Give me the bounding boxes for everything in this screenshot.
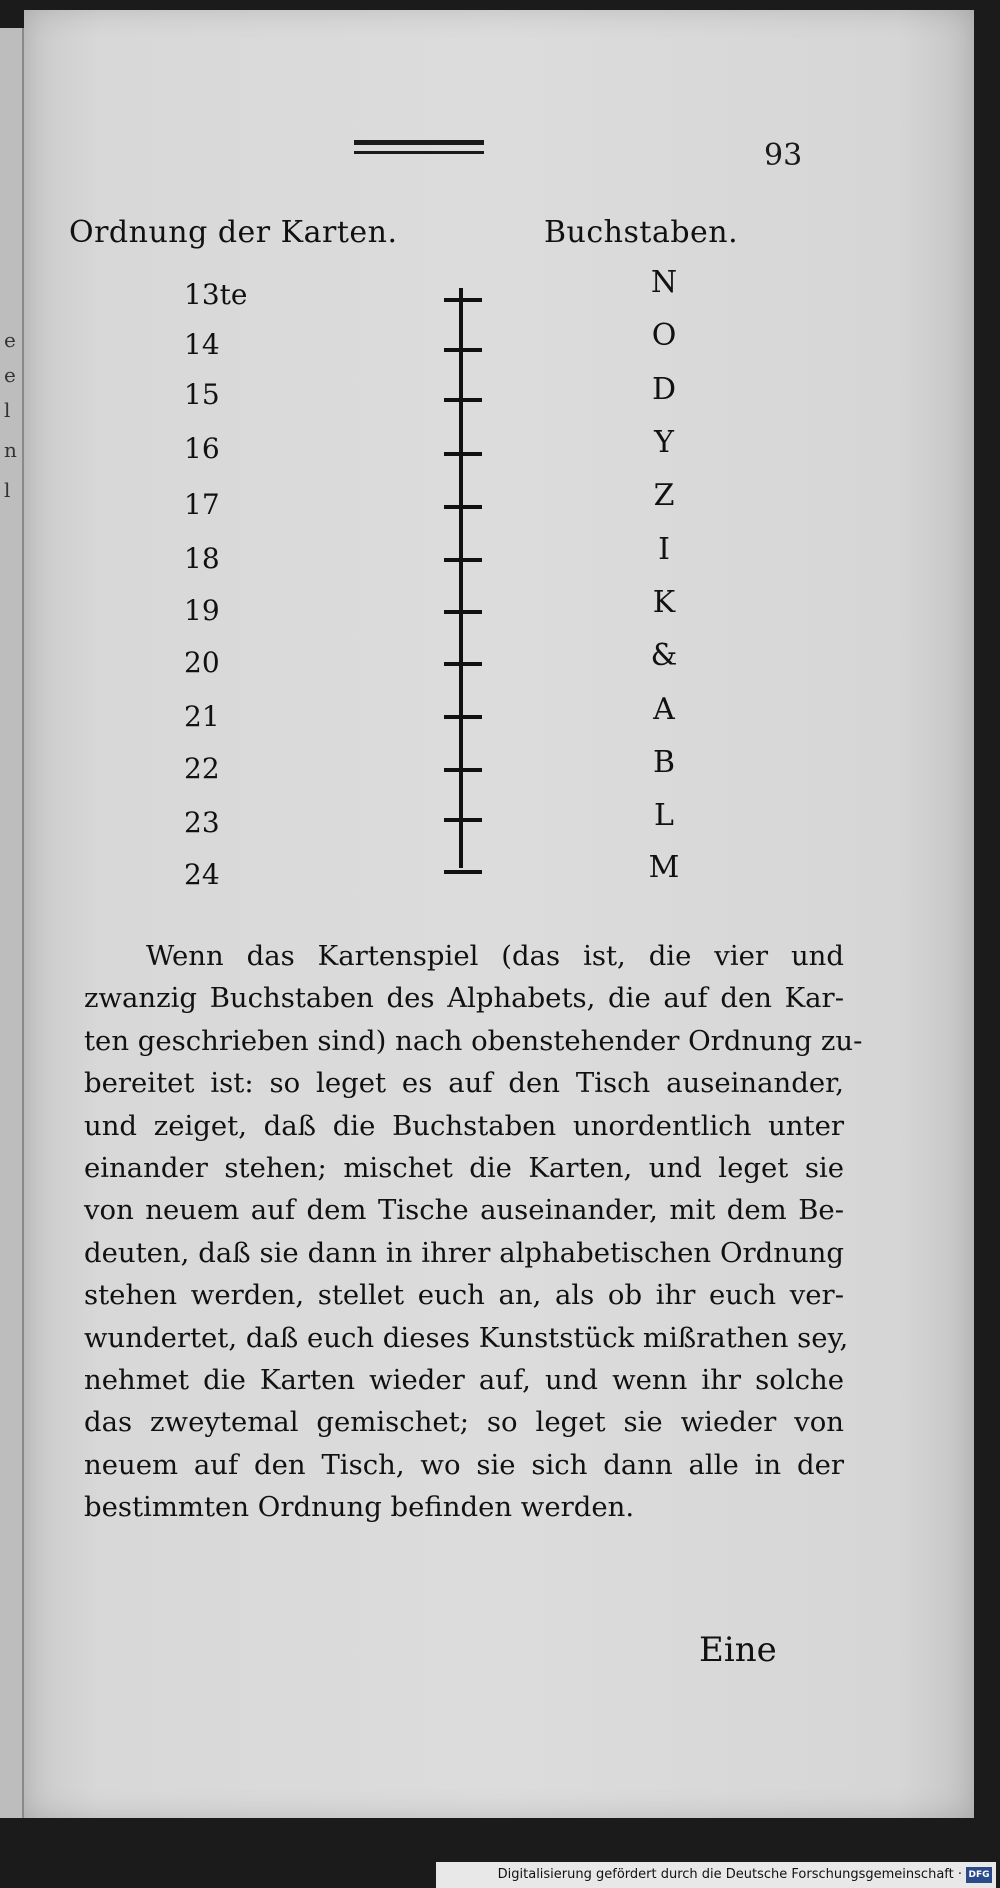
card-number: 15: [184, 378, 220, 411]
left-page-char: n: [4, 438, 17, 462]
paragraph-line: nehmet die Karten wieder auf, und wenn ihr solche: [84, 1364, 844, 1397]
paragraph-line: stehen werden, stellet euch an, als ob ihr euch ver-: [84, 1279, 844, 1312]
paragraph-line: bestimmten Ordnung befinden werden.: [84, 1491, 635, 1524]
card-letter: &: [650, 638, 678, 673]
paragraph-line: einander stehen; mischet die Karten, und leget sie: [84, 1152, 844, 1185]
paragraph-line: ten geschrieben sind) nach obenstehender Ordnung zu-: [84, 1024, 863, 1057]
paragraph-line: wundertet, daß euch dieses Kunststück mißrathen sey,: [84, 1321, 849, 1354]
card-letter: K: [652, 585, 676, 620]
card-number: 19: [184, 594, 220, 627]
card-number: 21: [184, 700, 220, 733]
left-page-char: e: [4, 363, 16, 387]
left-page-char: l: [4, 478, 11, 502]
card-letter: Z: [653, 478, 675, 513]
paragraph-line: zwanzig Buchstaben des Alphabets, die auf den Kar-: [84, 982, 844, 1015]
left-page-edge: [0, 28, 24, 1818]
row-dash: [444, 348, 482, 352]
card-number: 18: [184, 542, 220, 575]
card-letter: N: [650, 265, 678, 300]
card-letter: Y: [654, 425, 674, 460]
header-card-order: Ordnung der Karten.: [69, 215, 398, 250]
row-dash: [444, 505, 482, 509]
row-dash: [444, 662, 482, 666]
book-page: [24, 10, 974, 1818]
row-dash: [444, 870, 482, 874]
paragraph-line: bereitet ist: so leget es auf den Tisch auseinander,: [84, 1067, 844, 1100]
row-dash: [444, 610, 482, 614]
row-dash: [444, 452, 482, 456]
digitization-footer: [436, 1862, 996, 1888]
card-number: 16: [184, 432, 220, 465]
card-letter: D: [651, 372, 677, 407]
footer-text: Digitalisierung gefördert durch die Deutsche Forschungsgemeinschaft ·: [497, 1867, 962, 1882]
catchword: Eine: [699, 1630, 777, 1670]
row-dash: [444, 398, 482, 402]
card-letter: L: [654, 798, 674, 833]
card-letter: A: [653, 692, 675, 727]
left-page-char: e: [4, 328, 16, 352]
left-page-char: l: [4, 398, 11, 422]
body-paragraph: [84, 935, 863, 1529]
header-letters: Buchstaben.: [544, 215, 739, 250]
paragraph-line: und zeiget, daß die Buchstaben unordentlich unter: [84, 1109, 844, 1142]
paragraph-line: von neuem auf dem Tische auseinander, mit dem Be-: [84, 1194, 844, 1227]
card-number: 22: [184, 752, 220, 785]
row-dash: [444, 818, 482, 822]
card-letter: M: [648, 850, 680, 885]
row-dash: [444, 298, 482, 302]
paragraph-line: das zweytemal gemischet; so leget sie wieder von: [84, 1406, 844, 1439]
page-number: 93: [764, 138, 803, 173]
card-letter: O: [651, 318, 677, 353]
header-rule: [354, 140, 484, 154]
card-number: 14: [184, 328, 220, 361]
card-number: 13te: [184, 278, 248, 311]
card-number: 23: [184, 806, 220, 839]
card-letter: B: [652, 745, 676, 780]
column-divider: [459, 288, 463, 868]
row-dash: [444, 768, 482, 772]
card-letter: I: [658, 532, 670, 567]
paragraph-line: deuten, daß sie dann in ihrer alphabetischen Ordnung: [84, 1236, 844, 1269]
card-number: 24: [184, 858, 220, 891]
row-dash: [444, 558, 482, 562]
dfg-logo: DFG: [966, 1867, 992, 1883]
row-dash: [444, 715, 482, 719]
card-number: 17: [184, 488, 220, 521]
paragraph-line: Wenn das Kartenspiel (das ist, die vier und: [146, 940, 844, 972]
paragraph-line: neuem auf den Tisch, wo sie sich dann alle in der: [84, 1448, 844, 1481]
card-number: 20: [184, 646, 220, 679]
